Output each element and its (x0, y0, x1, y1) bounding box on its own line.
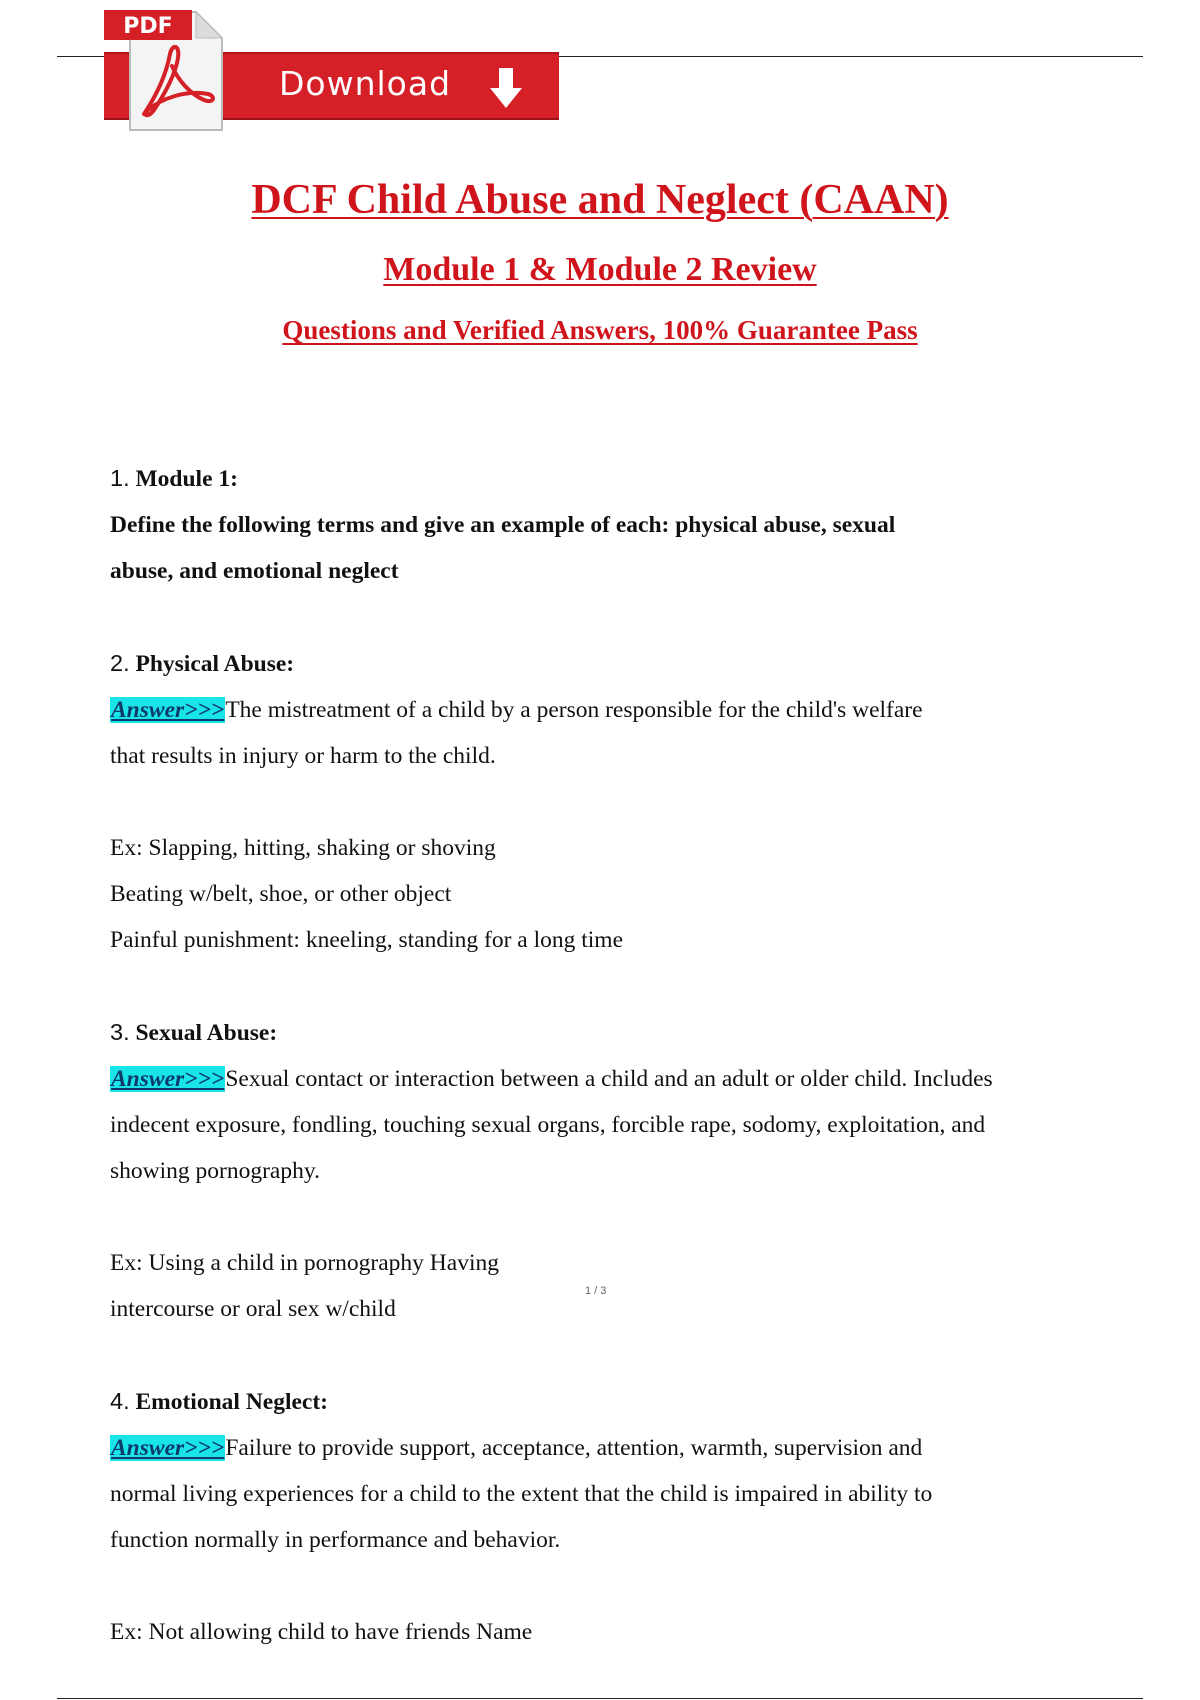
document-subtitle: Module 1 & Module 2 Review (383, 251, 817, 288)
page-indicator: 1 / 3 (585, 1285, 607, 1297)
document-tagline: Questions and Verified Answers, 100% Guarantee Pass (282, 315, 918, 345)
answer-label: Answer>>> (111, 1066, 225, 1092)
answer-3-line-3: showing pornography. (110, 1158, 320, 1184)
download-label: Download (279, 64, 452, 103)
document-body (110, 455, 1100, 1655)
question-1-heading: 1. Module 1: (110, 465, 238, 492)
document-title: DCF Child Abuse and Neglect (CAAN) (251, 177, 949, 223)
bottom-rule (57, 1698, 1143, 1699)
example-4-line-1: Ex: Not allowing child to have friends Name (110, 1619, 533, 1645)
pdf-badge-text: PDF (123, 14, 173, 39)
answer-2-line-1: Answer>>>The mistreatment of a child by a person responsible for the child's welfare (111, 697, 923, 723)
example-3-line-1: Ex: Using a child in pornography Having (110, 1250, 499, 1276)
question-1-line-2: abuse, and emotional neglect (110, 558, 399, 584)
question-1-line-1: Define the following terms and give an example of each: physical abuse, sexual (110, 512, 896, 538)
answer-4-line-1: Answer>>>Failure to provide support, acceptance, attention, warmth, supervision and (111, 1435, 923, 1461)
answer-2-line-2: that results in injury or harm to the child. (110, 743, 496, 769)
question-2-heading: 2. Physical Abuse: (110, 650, 295, 677)
answer-3-line-2: indecent exposure, fondling, touching sexual organs, forcible rape, sodomy, exploitation, and (110, 1112, 986, 1138)
answer-label: Answer>>> (111, 697, 225, 723)
download-banner[interactable] (104, 6, 559, 134)
answer-3-line-1: Answer>>>Sexual contact or interaction between a child and an adult or older child. Includes (111, 1066, 993, 1092)
example-2-line-3: Painful punishment: kneeling, standing for a long time (110, 927, 624, 953)
pdf-file-icon (104, 6, 232, 134)
answer-label: Answer>>> (111, 1435, 225, 1461)
answer-4-line-2: normal living experiences for a child to the extent that the child is impaired in ability to (110, 1481, 933, 1507)
example-2-line-1: Ex: Slapping, hitting, shaking or shoving (110, 835, 496, 861)
example-3-line-2: intercourse or oral sex w/child (110, 1296, 396, 1322)
download-arrow-icon (488, 66, 524, 110)
question-4-heading: 4. Emotional Neglect: (110, 1388, 329, 1415)
question-3-heading: 3. Sexual Abuse: (110, 1019, 278, 1046)
example-2-line-2: Beating w/belt, shoe, or other object (110, 881, 452, 907)
answer-4-line-3: function normally in performance and behavior. (110, 1527, 561, 1553)
